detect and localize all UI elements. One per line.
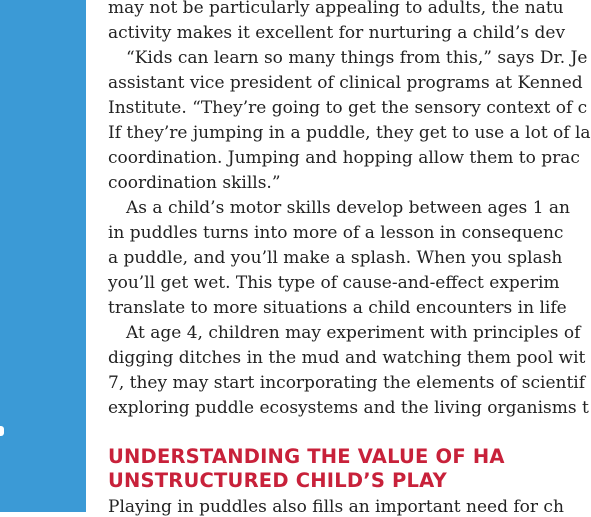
body-line: assistant vice president of clinical programs at Kenned (108, 73, 583, 93)
body-line: exploring puddle ecosystems and the living organisms t (108, 398, 589, 418)
body-line: you’ll get wet. This type of cause-and-effect experim (108, 273, 560, 293)
body-line: If they’re jumping in a puddle, they get to use a lot of la (108, 123, 591, 143)
body-line: coordination skills.” (108, 173, 281, 193)
section-heading-line: UNDERSTANDING THE VALUE OF HA (108, 445, 505, 468)
body-line: coordination. Jumping and hopping allow them to prac (108, 148, 580, 168)
body-line: Institute. “They’re going to get the sensory context of c (108, 98, 588, 118)
body-line: digging ditches in the mud and watching them pool wit (108, 348, 586, 368)
body-line: Playing in puddles also fills an important need for ch (108, 497, 564, 517)
body-line: As a child’s motor skills develop between ages 1 an (126, 198, 570, 218)
blue-sidebar (0, 0, 86, 512)
body-line: in puddles turns into more of a lesson in consequenc (108, 223, 564, 243)
sidebar-mark (0, 426, 4, 436)
body-line: 7, they may start incorporating the elements of scientif (108, 373, 586, 393)
body-line: a puddle, and you’ll make a splash. When you splash (108, 248, 563, 268)
section-heading-line: UNSTRUCTURED CHILD’S PLAY (108, 469, 447, 492)
body-line: “Kids can learn so many things from this,” says Dr. Je (126, 48, 588, 68)
body-line: may not be particularly appealing to adults, the natu (108, 0, 564, 18)
body-line: activity makes it excellent for nurturing a child’s dev (108, 23, 566, 43)
body-line: translate to more situations a child encounters in life (108, 298, 567, 318)
body-line: At age 4, children may experiment with principles of (126, 323, 581, 343)
